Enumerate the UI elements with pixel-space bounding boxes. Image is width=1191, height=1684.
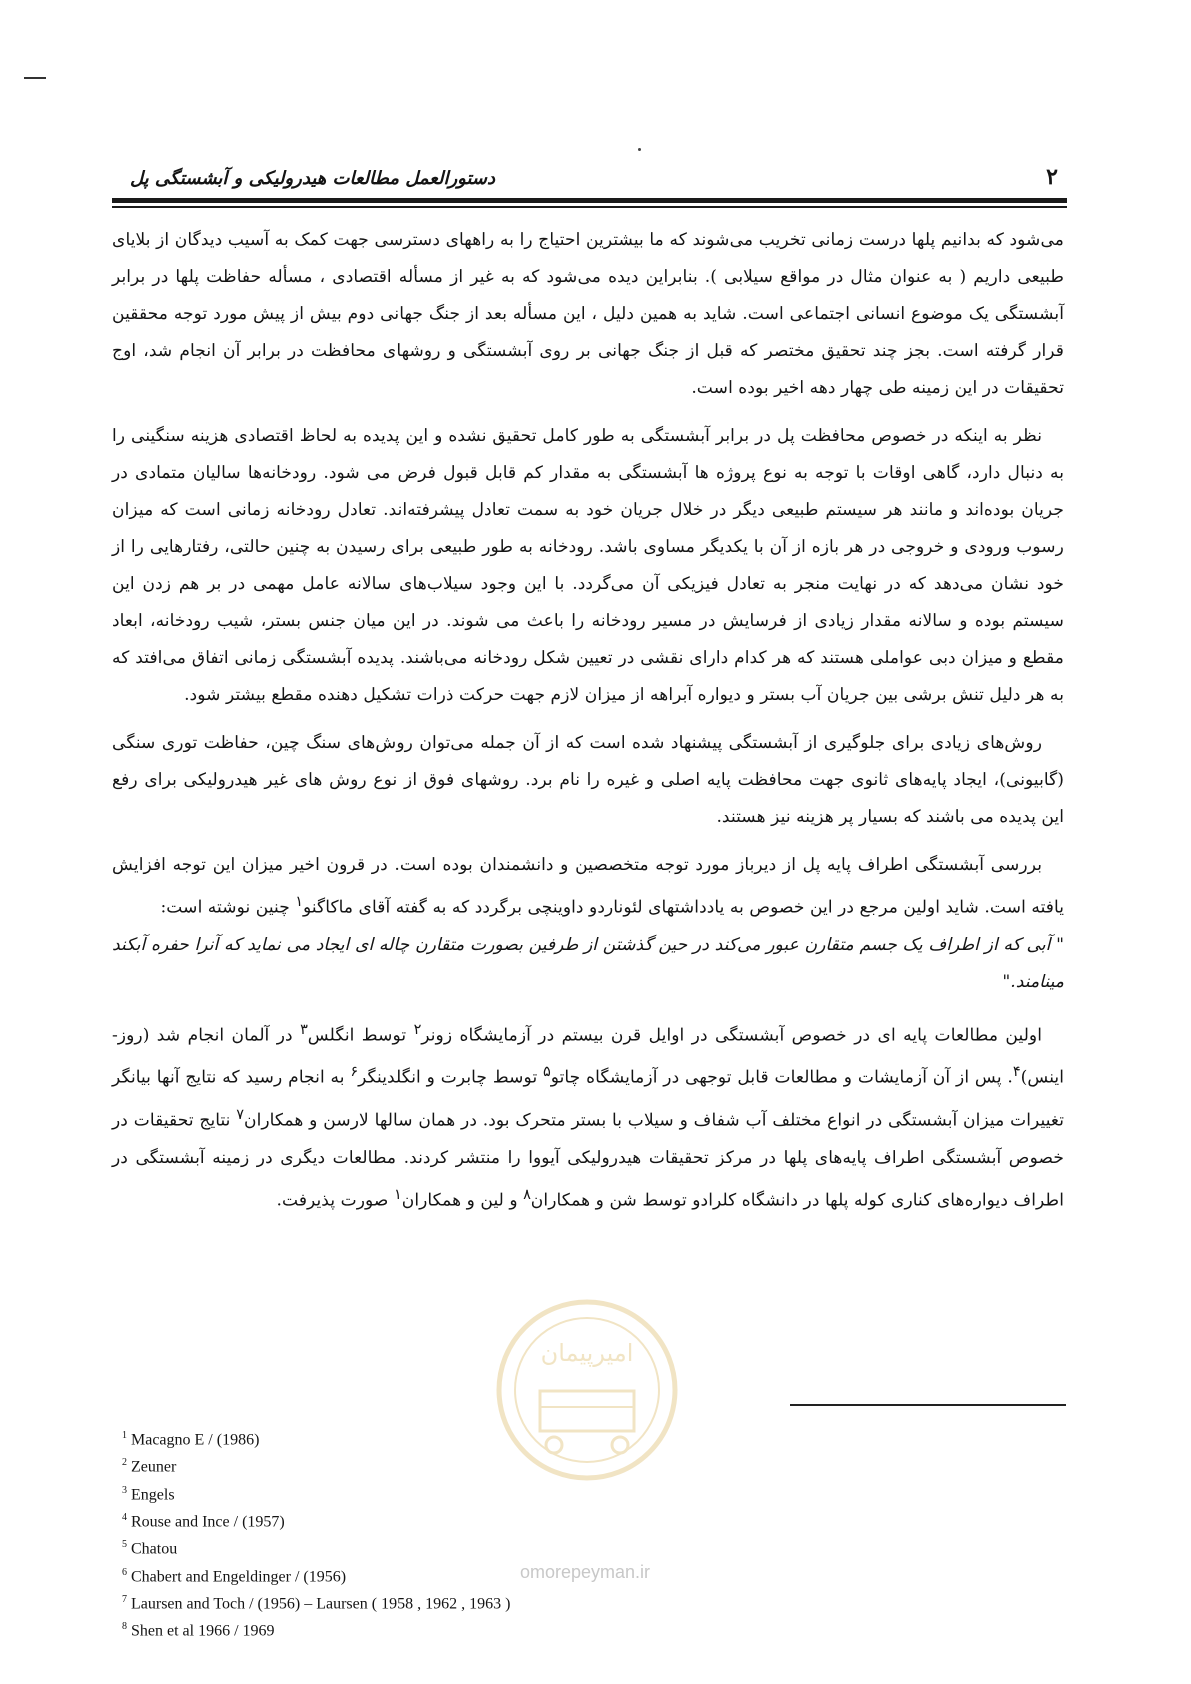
studies-text: توسط انگلس xyxy=(307,1025,414,1046)
studies-text: و لین و همکاران xyxy=(401,1190,524,1211)
footnote-number: 4 xyxy=(122,1511,127,1523)
page-number: ۲ xyxy=(1046,164,1058,190)
studies-text: صورت پذیرفت. xyxy=(276,1190,394,1211)
footnote-text: Laursen and Toch / (1956) – Laursen ( 1958 , 1962 , 1963 ) xyxy=(131,1595,511,1613)
watermark-logo-icon xyxy=(492,1295,682,1485)
footnote-item xyxy=(122,1588,642,1615)
footnote-text: Macagno E / (1986) xyxy=(131,1431,260,1449)
footnote-ref: ۸ xyxy=(523,1186,531,1203)
footnote-ref: ۵ xyxy=(543,1064,551,1081)
footnote-text: Zeuner xyxy=(131,1458,177,1476)
paragraph-3: روش‌های زیادی برای جلوگیری از آبشستگی پیشنهاد شده است که از آن جمله می‌توان روش‌های سنگ چین، حفاظت توری سنگی (گابیونی)، ایجاد پایه‌های ثانوی جهت محافظت پایه اصلی و غیره را نام برد. روشهای فوق از نوع روش های غیر هیدرولیکی برای رفع این پدیده می باشند که بسیار پر هزینه نیز هستند. xyxy=(112,733,1064,827)
footnote-ref: ۴ xyxy=(1012,1064,1021,1081)
paragraph-1: می‌شود که بدانیم پلها درست زمانی تخریب می‌شوند که ما بیشترین احتیاج را به راههای دسترسی جهت کمک به آسیب دیدگان از بلایای طبیعی داریم ( به عنوان مثال در مواقع سیلابی ). بنابراین دیده می‌شود که به غیر از مسأله اقتصادی ، مسأله حفاظت پلها در برابر آبشستگی یک موضوع انسانی اجتماعی است. شاید به همین دلیل ، این مسأله بعد از جنگ جهانی دوم بیش از پیش مورد توجه محققین قرار گرفته است. بجز چند تحقیق مختصر که قبل از جنگ جهانی بر روی آبشستگی و روشهای محافظت در برابر آن انجام شد، اوج تحقیقات در این زمینه طی چهار دهه اخیر بوده است. xyxy=(112,230,1064,398)
footnote-number: 1 xyxy=(122,1430,127,1441)
footnote-text: Chatou xyxy=(131,1540,178,1558)
studies-text: اولین مطالعات پایه ای در خصوص آبشستگی در اوایل قرن بیستم در آزمایشگاه زونر xyxy=(421,1025,1043,1046)
vinci-quote: " آبی که از اطراف یک جسم متقارن عبور می‌کند در حین گذشتن از طرفین بصورت متقارن چاله ای ایجاد می نماید که آنرا حفره آبکند مینامند." xyxy=(112,934,1064,992)
footnote-number: 3 xyxy=(122,1484,127,1496)
watermark-logo-text: امیرپیمان xyxy=(540,1339,634,1367)
footnote-number: 6 xyxy=(122,1566,127,1578)
footnote-text: Shen et al 1966 / 1969 xyxy=(131,1622,275,1640)
footnote-text: Rouse and Ince / (1957) xyxy=(131,1513,285,1531)
footnote-item xyxy=(122,1506,642,1533)
history-text: بررسی آبشستگی اطراف پایه پل از دیرباز مورد توجه متخصصین و دانشمندان بوده است. در قرون اخیر میزان این توجه افزایش یافته است. شاید اولین مرجع در این خصوص به یادداشتهای لئوناردو داوینچی برگردد که به گفته آقای ماکاگنو xyxy=(112,855,1064,918)
footnote-number: 8 xyxy=(122,1621,127,1633)
footnote-item xyxy=(122,1615,642,1642)
paragraph-studies xyxy=(112,1012,1064,1220)
header-title: دستورالعمل مطالعات هیدرولیکی و آبشستگی پل xyxy=(130,168,496,189)
footnote-ref: ۲ xyxy=(413,1021,422,1038)
paragraph-history xyxy=(112,847,1064,1001)
watermark-site: omorepeyman.ir xyxy=(520,1562,651,1582)
paragraph-2: نظر به اینکه در خصوص محافظت پل در برابر آبشستگی به طور کامل تحقیق نشده و این پدیده به لحاظ اقتصادی هزینه سنگینی را به دنبال دارد، گاهی اوقات با توجه به نوع پروژه ها آبشستگی به مقدار کم قابل قبول فرض می شود. رودخانه‌ها سالیان متمادی در جریان بوده‌اند و مانند هر سیستم طبیعی دیگر در خلال جریان خود به سمت تعادل پیشرفته‌اند. تعادل رودخانه زمانی است که میزان رسوب ورودی و خروجی در هر بازه از آن با یکدیگر مساوی باشد. رودخانه به طور طبیعی برای رسیدن به چنین حالتی، رفتارهایی را از خود نشان می‌دهد که در نهایت منجر به تعادل فیزیکی آن می‌گردد. با این وجود سیلاب‌های سالانه عامل مهمی در بر هم زدن این سیستم بوده و سالانه مقدار زیادی از فرسایش در مسیر رودخانه را باعث می شوند. در این میان جنس بستر، شیب رودخانه، ابعاد مقطع و میزان دبی عواملی هستند که هر کدام دارای نقشی در تعیین شکل رودخانه می‌باشند. پدیده آبشستگی زمانی اتفاق می‌افتد که به هر دلیل تنش برشی بین جریان آب بستر و دیواره آبراهه از میزان لازم جهت حرکت ذرات تشکیل دهنده مقطع بیشتر شود. xyxy=(112,426,1064,705)
footnote-ref: ۳ xyxy=(300,1021,308,1038)
studies-text: به انجام رسید که نتایج آنها بیانگر تغییرات میزان آبشستگی در انواع مختلف آب شفاف و سیلاب با بستر متحرک بود. در همان سالها لارسن و همکاران xyxy=(112,1068,1064,1131)
header-rule-thick xyxy=(112,198,1067,203)
footnote-item xyxy=(122,1533,642,1560)
footnote-ref: ۱ xyxy=(394,1186,402,1203)
footnote-number: 5 xyxy=(122,1539,127,1551)
footnote-number: 7 xyxy=(122,1593,127,1605)
header-rule-thin xyxy=(112,206,1067,208)
footnote-ref: ۱ xyxy=(295,894,303,910)
studies-text: . پس از آن آزمایشات و مطالعات قابل توجهی در آزمایشگاه چاتو xyxy=(550,1068,1013,1089)
footnote-ref: ۶ xyxy=(350,1064,359,1081)
history-text-end: چنین نوشته است: xyxy=(160,897,296,918)
page-header xyxy=(112,160,1064,200)
studies-text: در آلمان انجام شد (روز-اینس) xyxy=(112,1025,1064,1089)
footnote-text: Engels xyxy=(131,1485,175,1503)
studies-text: توسط چابرت و انگلدینگر xyxy=(358,1068,544,1089)
footnote-separator xyxy=(790,1404,1066,1406)
studies-text: نتایج تحقیقات در خصوص آبشستگی اطراف پایه‌های پلها در مرکز تحقیقات هیدرولیکی آیووا را منتشر کردند. مطالعات دیگری در زمینه آبشستگی در اطراف دیواره‌های کناری کوله پلها در دانشگاه کلرادو توسط شن و همکاران xyxy=(112,1110,1064,1211)
speck xyxy=(638,148,641,151)
footnote-number: 2 xyxy=(122,1457,127,1469)
margin-mark xyxy=(24,77,46,79)
footnote-ref: ۷ xyxy=(236,1107,244,1124)
footnote-text: Chabert and Engeldinger / (1956) xyxy=(131,1567,347,1585)
body-text xyxy=(112,222,1064,1231)
